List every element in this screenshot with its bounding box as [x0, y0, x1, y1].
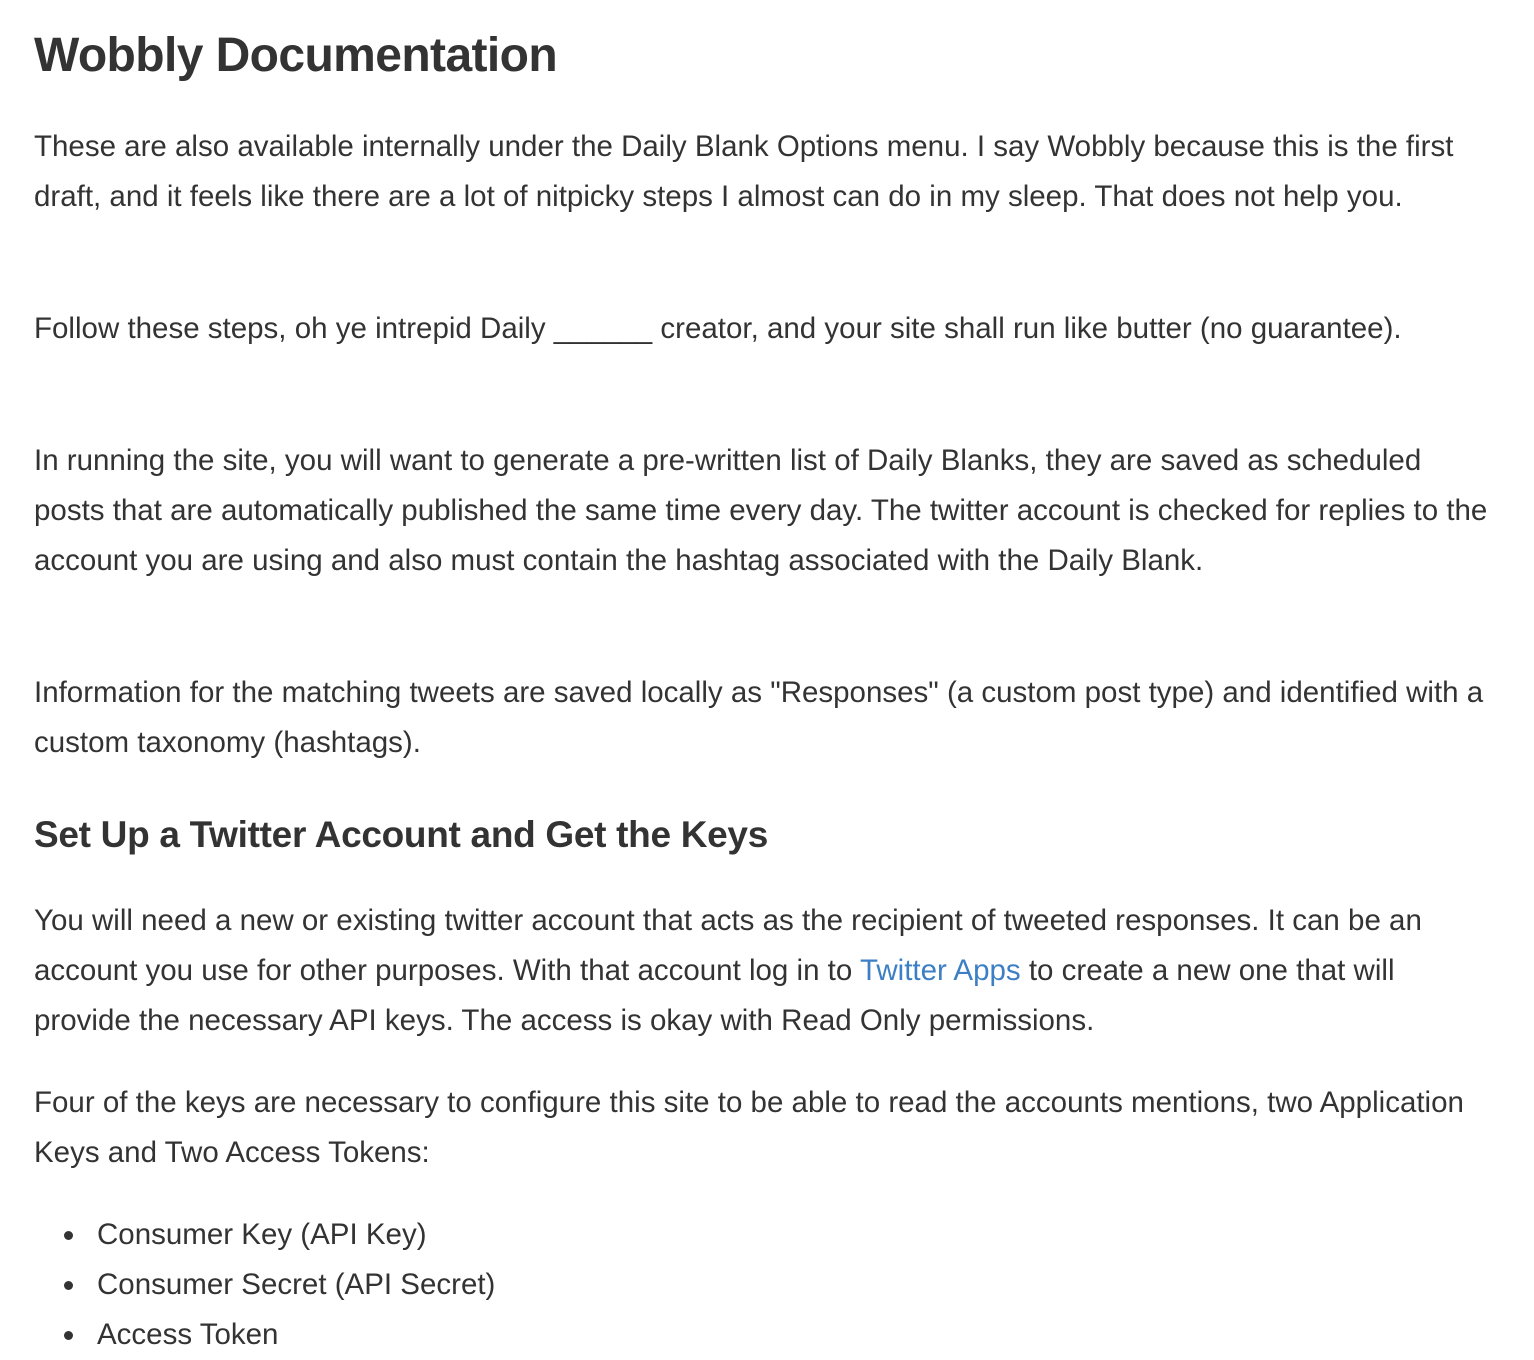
twitter-apps-link[interactable]: Twitter Apps: [859, 954, 1021, 987]
paragraph-text: You will need a new or existing twitter account that acts as the recipient of tweeted responses. It can be an account you use for other purposes. With that account log in to: [34, 904, 1422, 987]
list-item-text: Access Token: [97, 1318, 279, 1351]
keys-list: [34, 1210, 495, 1360]
keys-paragraph: Four of the keys are necessary to configure this site to be able to read the accounts mentions, two Application Keys and Two Access Tokens:: [34, 1086, 1464, 1169]
twitter-setup-paragraph: [34, 896, 1489, 1046]
list-item: [34, 1310, 495, 1360]
page-title: Wobbly Documentation: [34, 29, 558, 82]
intro-paragraph: Information for the matching tweets are saved locally as "Responses" (a custom post type) and identified with a custom taxonomy (hashtags).: [34, 676, 1484, 759]
list-item: [34, 1260, 495, 1310]
bullet-icon: [64, 1331, 73, 1340]
intro-paragraph: Follow these steps, oh ye intrepid Daily ______ creator, and your site shall run like butter (no guarantee).: [34, 312, 1402, 345]
list-item: [34, 1210, 495, 1260]
list-item-text: Consumer Key (API Key): [97, 1218, 427, 1251]
paragraph-text: to create a new one that will provide the necessary API keys. The access is okay with Read Only permissions.: [34, 954, 1395, 1037]
intro-paragraph: In running the site, you will want to generate a pre-written list of Daily Blanks, they are saved as scheduled posts that are automatically published the same time every day. The twitter account is checked for replies to the account you are using and also must contain the hashtag associated with the Daily Blank.: [34, 444, 1488, 577]
intro-paragraph: These are also available internally under the Daily Blank Options menu. I say Wobbly because this is the first draft, and it feels like there are a lot of nitpicky steps I almost can do in my sleep. That does not help you.: [34, 130, 1454, 213]
bullet-icon: [64, 1231, 73, 1240]
section-heading: Set Up a Twitter Account and Get the Keys: [34, 814, 768, 855]
list-item-text: Consumer Secret (API Secret): [97, 1268, 496, 1301]
bullet-icon: [64, 1281, 73, 1290]
